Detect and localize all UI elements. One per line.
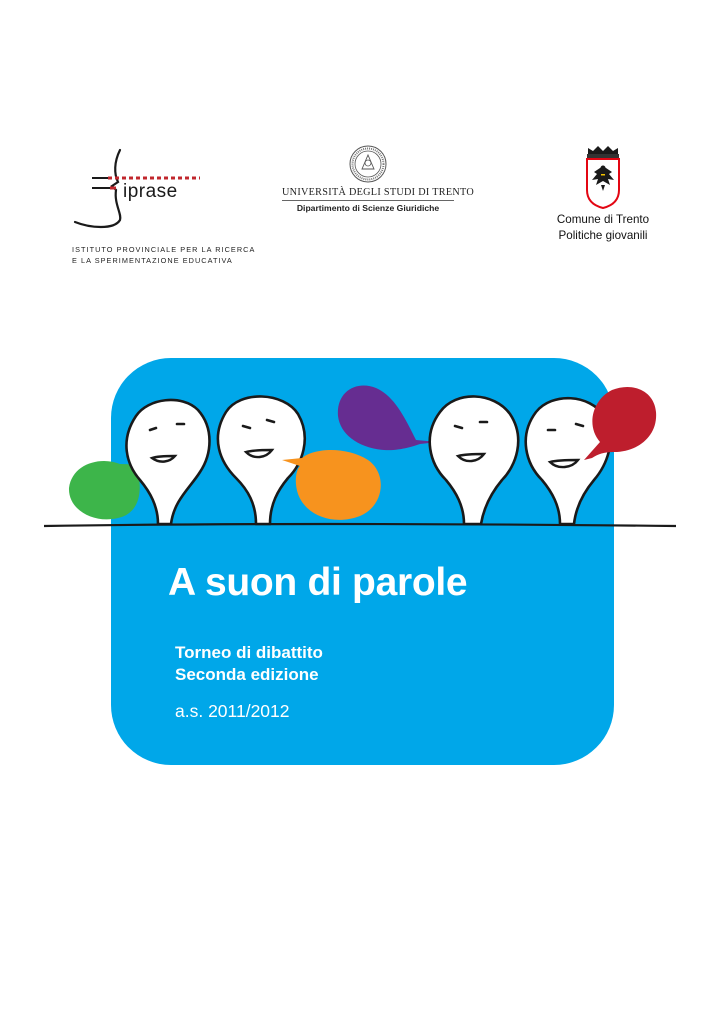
university-logo <box>282 144 475 224</box>
ground-line <box>44 524 676 526</box>
university-name: UNIVERSITÀ DEGLI STUDI DI TRENTO <box>282 187 475 198</box>
red-speech-bubble-icon <box>584 387 656 460</box>
illustration-talking-heads <box>0 370 724 540</box>
comune-logo <box>548 144 658 254</box>
university-department: Dipartimento di Scienze Giuridiche <box>296 203 440 213</box>
school-year: a.s. 2011/2012 <box>175 701 290 721</box>
cover-subtitle-line-1: Torneo di dibattito <box>175 643 323 662</box>
header-logos <box>0 130 724 270</box>
iprase-logo <box>70 148 256 265</box>
iprase-tagline-line-1: ISTITUTO PROVINCIALE PER LA RICERCA <box>72 245 256 254</box>
comune-subtitle: Politiche giovanili <box>558 229 648 242</box>
coat-of-arms-icon <box>584 144 622 210</box>
comune-name: Comune di Trento <box>556 213 650 226</box>
purple-speech-bubble-icon <box>338 386 438 451</box>
cover-title: A suon di parole <box>168 561 468 604</box>
university-seal-icon <box>348 144 388 184</box>
cover-subtitle-line-2: Seconda edizione <box>175 665 319 684</box>
iprase-tagline-line-2: E LA SPERIMENTAZIONE EDUCATIVA <box>72 256 233 265</box>
iprase-wordmark: iprase <box>123 181 178 202</box>
university-divider <box>282 200 454 201</box>
iprase-tagline <box>72 244 255 266</box>
orange-speech-bubble-icon <box>282 450 381 520</box>
